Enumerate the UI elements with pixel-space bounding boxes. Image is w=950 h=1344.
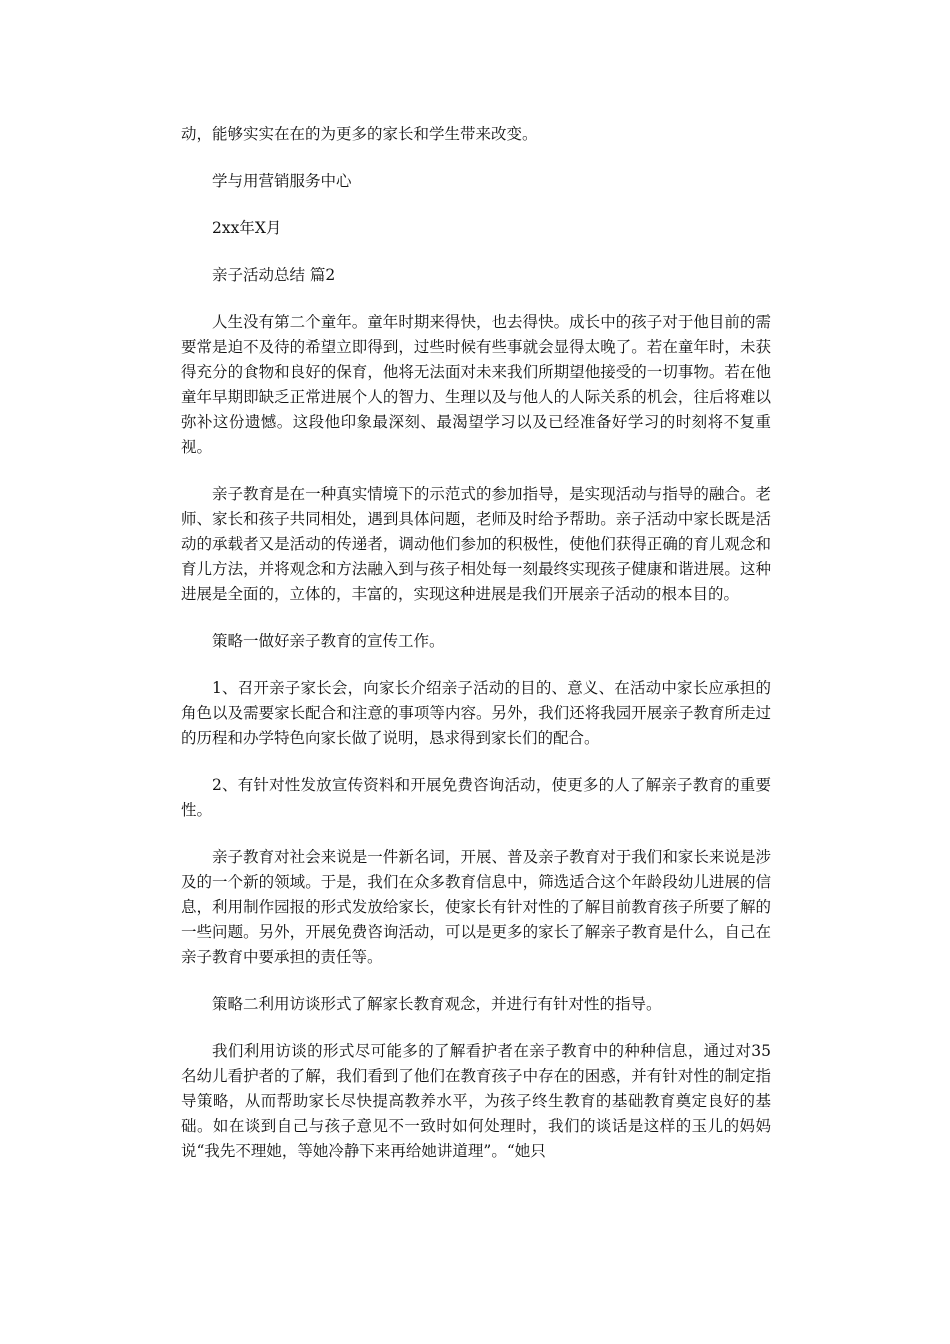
date-line: 2xx年X月 <box>212 219 282 237</box>
paragraph-interviews: 我们利用访谈的形式尽可能多的了解看护者在亲子教育中的种种信息，通过对35名幼儿看护者的了解，我们看到了他们在教育孩子中存在的困惑，并有针对性的制定指导策略，从而帮助家长尽快提高教养水平，为孩子终生教育的基础教育奠定良好的基础。如在谈到自己与孩子意见不一致时如何处理时，我们的谈话是这样的玉儿的妈妈说“我先不理她，等她冷静下来再给她讲道理”。“她只 <box>181 1042 771 1160</box>
paragraph-childhood: 人生没有第二个童年。童年时期来得快，也去得快。成长中的孩子对于他目前的需要常是迫不及待的希望立即得到，过些时候有些事就会显得太晚了。若在童年时，未获得充分的食物和良好的保育，他将无法面对未来我们所期望他接受的一切事物。若在他童年早期即缺乏正常进展个人的智力、生理以及与他人的人际关系的机会，往后将难以弥补这份遗憾。这段他印象最深刻、最渴望学习以及已经准备好学习的时刻将不复重视。 <box>181 313 771 456</box>
paragraph-continuation: 动，能够实实在在的为更多的家长和学生带来改变。 <box>181 125 538 143</box>
strategy-two-heading: 策略二利用访谈形式了解家长教育观念，并进行有针对性的指导。 <box>212 995 662 1013</box>
organization-signature: 学与用营销服务中心 <box>212 172 352 190</box>
section-heading: 亲子活动总结 篇2 <box>212 266 336 284</box>
list-item-2: 2、有针对性发放宣传资料和开展免费咨询活动，使更多的人了解亲子教育的重要性。 <box>181 776 771 819</box>
paragraph-new-concept: 亲子教育对社会来说是一件新名词，开展、普及亲子教育对于我们和家长来说是涉及的一个新的领域。于是，我们在众多教育信息中，筛选适合这个年龄段幼儿进展的信息，利用制作园报的形式发放给家长，使家长有针对性的了解目前教育孩子所要了解的一些问题。另外，开展免费咨询活动，可以是更多的家长了解亲子教育是什么，自己在亲子教育中要承担的责任等。 <box>181 848 771 966</box>
document-page <box>181 122 771 1164</box>
strategy-one-heading: 策略一做好亲子教育的宣传工作。 <box>212 632 445 650</box>
list-item-1: 1、召开亲子家长会，向家长介绍亲子活动的目的、意义、在活动中家长应承担的角色以及需要家长配合和注意的事项等内容。另外，我们还将我园开展亲子教育所走过的历程和办学特色向家长做了说明，恳求得到家长们的配合。 <box>181 679 771 747</box>
paragraph-parent-child-education: 亲子教育是在一种真实情境下的示范式的参加指导，是实现活动与指导的融合。老师、家长和孩子共同相处，遇到具体问题，老师及时给予帮助。亲子活动中家长既是活动的承载者又是活动的传递者，调动他们参加的积极性，使他们获得正确的育儿观念和育儿方法，并将观念和方法融入到与孩子相处每一刻最终实现孩子健康和谐进展。这种进展是全面的，立体的，丰富的，实现这种进展是我们开展亲子活动的根本目的。 <box>181 485 771 603</box>
